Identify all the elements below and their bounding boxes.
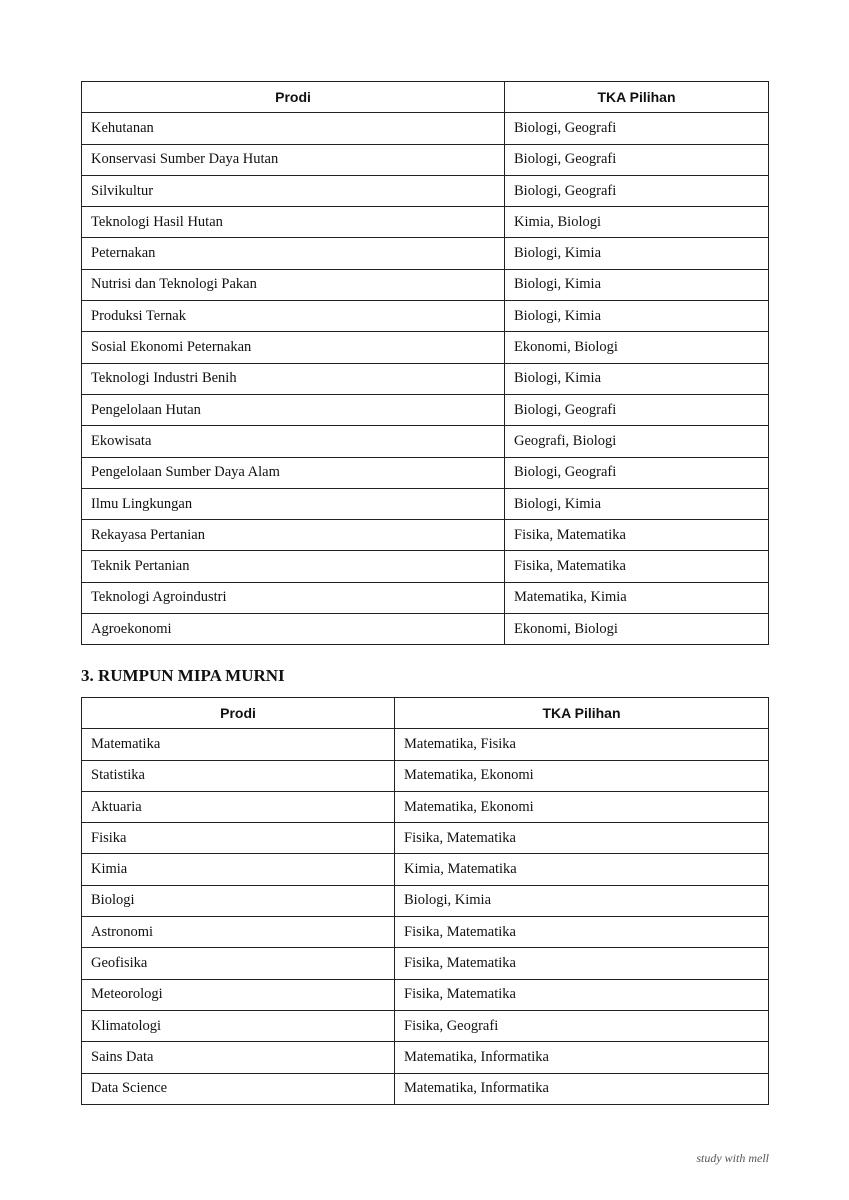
cell-tka-pilihan: Geografi, Biologi	[505, 426, 769, 457]
cell-prodi: Rekayasa Pertanian	[82, 520, 505, 551]
cell-prodi: Pengelolaan Sumber Daya Alam	[82, 457, 505, 488]
table-row	[82, 207, 769, 238]
table-row	[82, 269, 769, 300]
cell-tka-pilihan: Biologi, Geografi	[505, 394, 769, 425]
table-row	[82, 823, 769, 854]
cell-prodi: Teknik Pertanian	[82, 551, 505, 582]
cell-prodi: Matematika	[82, 729, 395, 760]
cell-tka-pilihan: Fisika, Matematika	[395, 823, 769, 854]
column-header-tka-pilihan: TKA Pilihan	[505, 82, 769, 113]
prodi-table-2	[81, 697, 769, 1105]
table-row	[82, 488, 769, 519]
cell-tka-pilihan: Matematika, Informatika	[395, 1073, 769, 1104]
cell-prodi: Fisika	[82, 823, 395, 854]
cell-tka-pilihan: Fisika, Matematika	[395, 948, 769, 979]
cell-prodi: Kimia	[82, 854, 395, 885]
cell-prodi: Pengelolaan Hutan	[82, 394, 505, 425]
cell-prodi: Silvikultur	[82, 175, 505, 206]
cell-tka-pilihan: Matematika, Kimia	[505, 582, 769, 613]
cell-prodi: Agroekonomi	[82, 614, 505, 645]
table-row	[82, 332, 769, 363]
cell-prodi: Nutrisi dan Teknologi Pakan	[82, 269, 505, 300]
cell-tka-pilihan: Matematika, Ekonomi	[395, 760, 769, 791]
cell-prodi: Ilmu Lingkungan	[82, 488, 505, 519]
table-row	[82, 917, 769, 948]
cell-prodi: Sosial Ekonomi Peternakan	[82, 332, 505, 363]
cell-prodi: Geofisika	[82, 948, 395, 979]
cell-prodi: Peternakan	[82, 238, 505, 269]
footer-watermark: study with mell	[696, 1151, 769, 1165]
table-row	[82, 1042, 769, 1073]
cell-prodi: Teknologi Agroindustri	[82, 582, 505, 613]
table-row	[82, 457, 769, 488]
cell-tka-pilihan: Biologi, Kimia	[505, 488, 769, 519]
cell-tka-pilihan: Biologi, Kimia	[505, 301, 769, 332]
cell-prodi: Sains Data	[82, 1042, 395, 1073]
table-row	[82, 885, 769, 916]
cell-tka-pilihan: Fisika, Matematika	[395, 917, 769, 948]
table-header-row	[82, 82, 769, 113]
table-row	[82, 238, 769, 269]
cell-prodi: Kehutanan	[82, 113, 505, 144]
cell-tka-pilihan: Biologi, Kimia	[505, 238, 769, 269]
cell-tka-pilihan: Biologi, Geografi	[505, 457, 769, 488]
cell-prodi: Klimatologi	[82, 1010, 395, 1041]
cell-tka-pilihan: Ekonomi, Biologi	[505, 614, 769, 645]
cell-prodi: Produksi Ternak	[82, 301, 505, 332]
cell-prodi: Konservasi Sumber Daya Hutan	[82, 144, 505, 175]
cell-tka-pilihan: Matematika, Fisika	[395, 729, 769, 760]
cell-prodi: Astronomi	[82, 917, 395, 948]
prodi-table-1	[81, 81, 769, 645]
table-row	[82, 301, 769, 332]
cell-prodi: Biologi	[82, 885, 395, 916]
cell-prodi: Teknologi Industri Benih	[82, 363, 505, 394]
table-row	[82, 791, 769, 822]
table-row	[82, 551, 769, 582]
table-row	[82, 979, 769, 1010]
cell-tka-pilihan: Ekonomi, Biologi	[505, 332, 769, 363]
cell-tka-pilihan: Kimia, Matematika	[395, 854, 769, 885]
table-row	[82, 1073, 769, 1104]
table-row	[82, 614, 769, 645]
cell-prodi: Statistika	[82, 760, 395, 791]
table-row	[82, 729, 769, 760]
cell-tka-pilihan: Biologi, Kimia	[395, 885, 769, 916]
table-row	[82, 1010, 769, 1041]
table-row	[82, 520, 769, 551]
cell-prodi: Aktuaria	[82, 791, 395, 822]
cell-tka-pilihan: Matematika, Informatika	[395, 1042, 769, 1073]
cell-prodi: Data Science	[82, 1073, 395, 1104]
column-header-prodi: Prodi	[82, 698, 395, 729]
cell-tka-pilihan: Biologi, Geografi	[505, 144, 769, 175]
table-row	[82, 144, 769, 175]
cell-tka-pilihan: Biologi, Geografi	[505, 113, 769, 144]
cell-tka-pilihan: Fisika, Matematika	[395, 979, 769, 1010]
table-row	[82, 175, 769, 206]
table-row	[82, 113, 769, 144]
column-header-prodi: Prodi	[82, 82, 505, 113]
cell-tka-pilihan: Fisika, Geografi	[395, 1010, 769, 1041]
cell-tka-pilihan: Fisika, Matematika	[505, 520, 769, 551]
table-row	[82, 426, 769, 457]
table-row	[82, 948, 769, 979]
table-row	[82, 582, 769, 613]
column-header-tka-pilihan: TKA Pilihan	[395, 698, 769, 729]
cell-prodi: Ekowisata	[82, 426, 505, 457]
cell-prodi: Teknologi Hasil Hutan	[82, 207, 505, 238]
cell-tka-pilihan: Matematika, Ekonomi	[395, 791, 769, 822]
cell-tka-pilihan: Biologi, Kimia	[505, 269, 769, 300]
table-row	[82, 854, 769, 885]
cell-prodi: Meteorologi	[82, 979, 395, 1010]
table-row	[82, 394, 769, 425]
cell-tka-pilihan: Biologi, Kimia	[505, 363, 769, 394]
table-row	[82, 363, 769, 394]
table-header-row	[82, 698, 769, 729]
cell-tka-pilihan: Kimia, Biologi	[505, 207, 769, 238]
table-row	[82, 760, 769, 791]
cell-tka-pilihan: Biologi, Geografi	[505, 175, 769, 206]
cell-tka-pilihan: Fisika, Matematika	[505, 551, 769, 582]
section-heading: 3. RUMPUN MIPA MURNI	[81, 666, 285, 685]
